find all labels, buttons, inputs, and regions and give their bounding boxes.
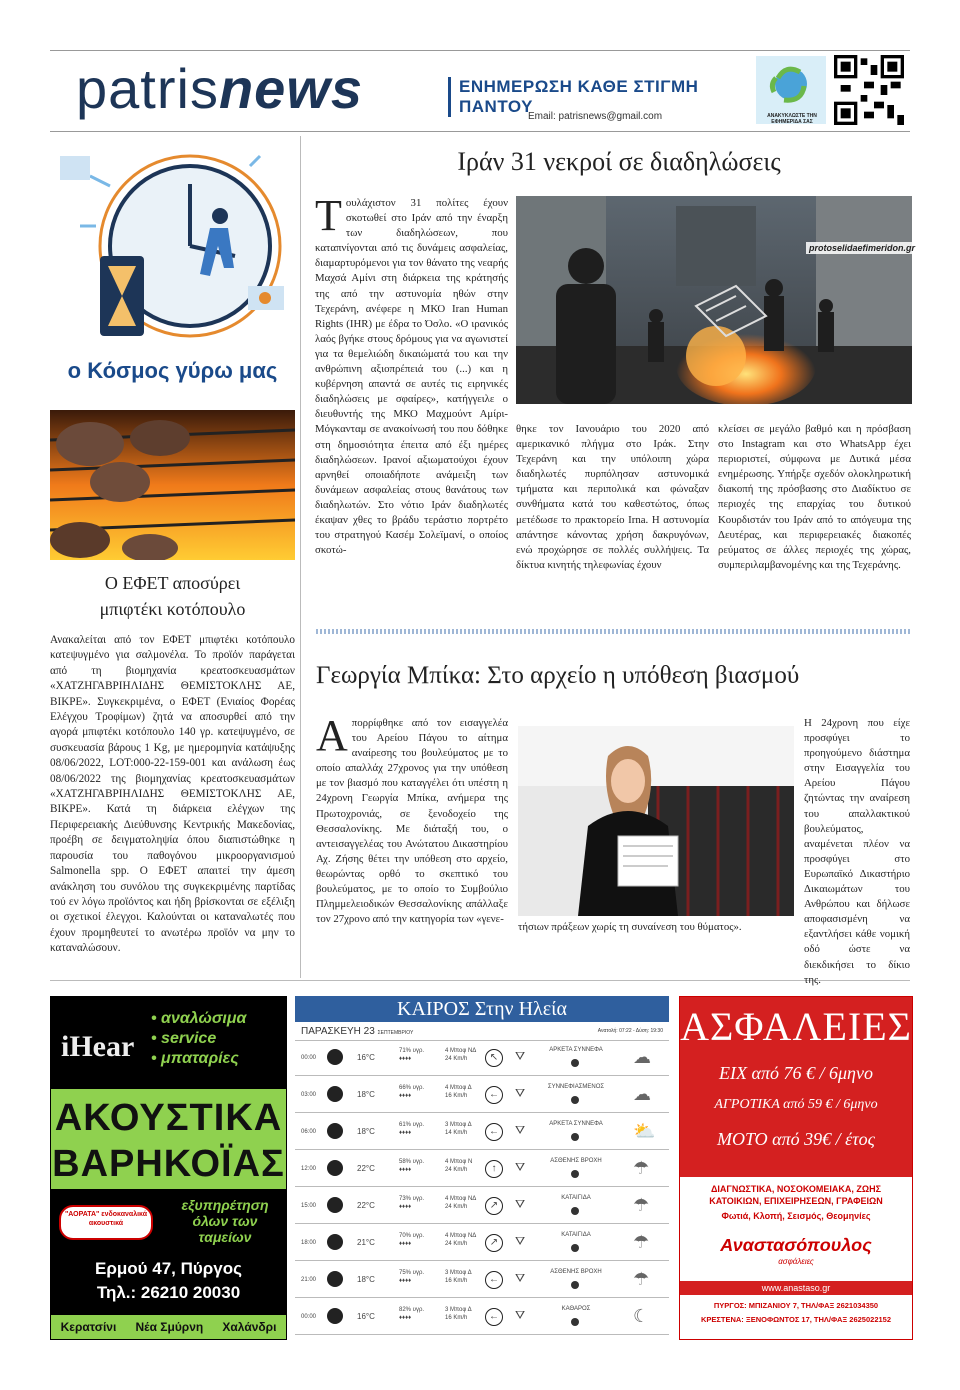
weather-icon: ☂ <box>633 1158 650 1178</box>
clock-icon <box>327 1234 343 1250</box>
weather-row <box>295 1300 669 1335</box>
clock-icon <box>327 1123 343 1139</box>
weather-wind <box>445 1306 472 1322</box>
windmill-icon: ⛛ <box>515 1234 526 1248</box>
georgia-portrait-photo <box>518 726 794 916</box>
weather-humidity-value: 82% υγρ. <box>399 1307 425 1313</box>
sun-icon <box>571 1133 579 1141</box>
weather-humidity: 70% υγρ. ♦♦♦♦ <box>399 1233 425 1247</box>
dropcap: Τ <box>315 191 342 240</box>
weather-wind-kmh: 24 Km/h <box>445 1056 468 1062</box>
ihear-location: Χαλάνδρι <box>222 1320 277 1334</box>
ihear-location: Κερατσίνι <box>60 1320 117 1334</box>
insure-addr2: ΚΡΕΣΤΕΝΑ: ΞΕΝΟΦΩΝΤΟΣ 17, ΤΗΛ/ΦΑΞ 2625022152 <box>700 1315 892 1324</box>
efet-headline-line2: μπιφτέκι κοτόπουλο <box>99 599 246 619</box>
wind-direction-icon: ← <box>485 1271 503 1289</box>
world-illustration <box>50 136 295 396</box>
weather-row <box>295 1115 669 1150</box>
weather-sun: Ανατολή: 07:22 - Δύση: 19:30 <box>597 1028 663 1034</box>
weather-row <box>295 1263 669 1298</box>
windmill-icon: ⛛ <box>515 1160 526 1174</box>
wind-direction-icon: ← <box>485 1308 503 1326</box>
weather-day <box>301 1026 413 1037</box>
dropcap: Α <box>316 711 348 760</box>
weather-time: 03:00 <box>301 1092 317 1098</box>
sun-icon <box>571 1096 579 1104</box>
windmill-icon: ⛛ <box>515 1123 526 1137</box>
insure-banner <box>680 997 912 1177</box>
insure-brand-sub: ασφάλειες <box>778 1257 814 1266</box>
weather-wind-kmh: 24 Km/h <box>445 1204 468 1210</box>
weather-wind-kmh: 16 Km/h <box>445 1315 468 1321</box>
insure-web[interactable]: www.anastaso.gr <box>680 1281 912 1295</box>
ihear-title1: ΑΚΟΥΣΤΙΚΑ <box>54 1097 283 1139</box>
weather-description: ΣΥΝΝΕΦΙΑΣΜΕΝΟΣ <box>547 1084 605 1090</box>
clock-icon <box>327 1160 343 1176</box>
georgia-headline: Γεωργία Μπίκα: Στο αρχείο η υπόθεση βιασμού <box>316 662 800 689</box>
insure-addr1: ΠΥΡΓΟΣ: ΜΠΙΖΑΝΙΟΥ 7, ΤΗΛ/ΦΑΞ 2621034350 <box>713 1301 879 1310</box>
ihear-brand: iHear <box>61 1030 135 1063</box>
insure-line2: ΑΓΡΟΤΙΚΑ από 59 € / 6μηνο <box>714 1097 878 1112</box>
weather-description: ΑΡΚΕΤΑ ΣΥΝΝΕΦΑ <box>549 1047 603 1053</box>
weather-wind-speed: 3 Μποφ Δ <box>445 1122 472 1128</box>
weather-icon: ☂ <box>633 1269 650 1289</box>
clock-icon <box>327 1308 343 1324</box>
weather-wind-kmh: 16 Km/h <box>445 1278 468 1284</box>
wind-direction-icon: ↗ <box>485 1234 503 1252</box>
weather-temp: 22°C <box>357 1201 375 1210</box>
weather-humidity-value: 58% υγρ. <box>399 1159 425 1165</box>
column-divider <box>300 136 301 978</box>
logo-part1: patris <box>76 57 219 120</box>
ihear-badge: "ΑΟΡΑΤΑ" ενδοκαναλικά ακουστικά <box>59 1205 153 1240</box>
weather-description: ΚΑΤΑΙΓΙΔΑ <box>561 1232 591 1238</box>
weather-time: 21:00 <box>301 1277 317 1283</box>
sun-icon <box>571 1244 579 1252</box>
windmill-icon: ⛛ <box>515 1308 526 1322</box>
sun-icon <box>571 1170 579 1178</box>
ihear-service-2: όλων των <box>192 1213 258 1229</box>
weather-row <box>295 1152 669 1187</box>
ihear-title2: ΒΑΡΗΚΟΪΑΣ <box>52 1143 285 1185</box>
weather-month: ΣΕΠΤΕΜΒΡΙΟΥ <box>377 1030 414 1036</box>
ihear-logo <box>61 1019 134 1066</box>
weather-wind-speed: 3 Μποφ Δ <box>445 1307 472 1313</box>
weather-wind-kmh: 24 Km/h <box>445 1167 468 1173</box>
weather-humidity: 71% υγρ. ♦♦♦♦ <box>399 1048 425 1062</box>
ihear-item: μπαταρίες <box>161 1050 239 1067</box>
weather-wind <box>445 1232 476 1248</box>
wind-direction-icon: ↖ <box>485 1049 503 1067</box>
weather-wind-speed: 4 Μποφ Δ <box>445 1085 472 1091</box>
weather-row <box>295 1041 669 1076</box>
tagline: ΕΝΗΜΕΡΩΣΗ ΚΑΘΕ ΣΤΙΓΜΗ ΠΑΝΤΟΥ <box>448 77 749 117</box>
weather-widget <box>295 996 669 1338</box>
weather-time: 12:00 <box>301 1166 317 1172</box>
iran-column-2: θηκε τον Ιανουάριο του 2020 από αμερικανικό πλήγμα στο Ιράκ. Στην Τεχεράνη και την υπόλοιπη χώρα διαδηλωτές πυρπόλησαν αστυνομικά τμήματα και περιπολικά και φώναξαν συνθήματα κατά του καθεστώτος, όπως μετέδωσε το πρακτορείο Irna. Η αστυνομία απάντησε κάνοντας χρήση δακρυγόνων, ενώ προχώρησε σε πολλές συλλήψεις. Τα δίκτυα κινητής τηλεφωνίας έχουν <box>516 423 709 571</box>
qr-code-icon[interactable] <box>834 55 904 125</box>
windmill-icon: ⛛ <box>515 1271 526 1285</box>
ihear-locations <box>51 1315 286 1339</box>
weather-humidity-value: 61% υγρ. <box>399 1122 425 1128</box>
weather-humidity-value: 66% υγρ. <box>399 1085 425 1091</box>
weather-humidity-value: 70% υγρ. <box>399 1233 425 1239</box>
weather-wind <box>445 1121 472 1137</box>
georgia-column-1 <box>316 711 508 927</box>
burger-photo <box>50 410 295 560</box>
masthead <box>50 50 910 132</box>
weather-humidity: 66% υγρ. ♦♦♦♦ <box>399 1085 425 1099</box>
ihear-location: Νέα Σμύρνη <box>135 1320 204 1334</box>
iran-protest-photo <box>516 196 912 404</box>
weather-humidity-value: 75% υγρ. <box>399 1270 425 1276</box>
ihear-address: Ερμού 47, Πύργος <box>95 1259 242 1278</box>
efet-headline <box>50 570 295 622</box>
weather-description: ΑΣΘΕΝΗΣ ΒΡΟΧΗ <box>550 1269 602 1275</box>
weather-temp: 16°C <box>357 1053 375 1062</box>
iran-column-3: κλείσει σε μεγάλο βαθμό και η πρόσβαση στο Instagram και στο WhatsApp έχει περιοριστεί, σύμφωνα με Δυτικά μέσα ενημέρωσης. Υπήρξε σχεδόν ολοκληρωτική διακοπή της πρόσβασης στο Διαδίκτυο σε περιοχές της επαρχίας του δυτικού Κουρδιστάν του Ιράν από το απόγευμα της Δευτέρας, και περιφερειακές διακοπές ρεύματος σε άλλες περιοχές της χώρας, συμπεριλαμβανομένης και της Τεχεράνης. <box>718 423 911 571</box>
weather-icon: ☂ <box>633 1195 650 1215</box>
weather-temp: 16°C <box>357 1312 375 1321</box>
weather-wind-speed: 3 Μποφ Δ <box>445 1270 472 1276</box>
weather-wind-speed: 4 Μποφ ΝΔ <box>445 1048 477 1054</box>
clock-icon <box>327 1197 343 1213</box>
insure-brand: Αναστασόπουλος <box>720 1235 872 1255</box>
weather-wind <box>445 1047 476 1063</box>
ihear-banner <box>51 1089 286 1189</box>
ihear-service-3: ταμείων <box>198 1229 252 1245</box>
windmill-icon: ⛛ <box>515 1197 526 1211</box>
clock-icon <box>327 1049 343 1065</box>
weather-temp: 18°C <box>357 1275 375 1284</box>
weather-humidity: 61% υγρ. ♦♦♦♦ <box>399 1122 425 1136</box>
clock-icon <box>327 1086 343 1102</box>
wind-direction-icon: ← <box>485 1086 503 1104</box>
ihear-service <box>171 1197 279 1245</box>
watermark: protoselidaefimeridon.gr <box>806 242 918 254</box>
weather-description: ΚΑΤΑΙΓΙΔΑ <box>561 1195 591 1201</box>
weather-wind-kmh: 16 Km/h <box>445 1093 468 1099</box>
ihear-item: service <box>161 1030 217 1047</box>
ihear-item: αναλώσιμα <box>161 1010 247 1027</box>
weather-humidity: 73% υγρ. ♦♦♦♦ <box>399 1196 425 1210</box>
weather-icon: ⛅ <box>633 1121 656 1141</box>
wind-direction-icon: ↗ <box>485 1197 503 1215</box>
recycle-label: ΑΝΑΚΥΚΛΩΣΤΕ ΤΗΝ ΕΦΗΜΕΡΙΔΑ ΣΑΣ <box>767 113 817 125</box>
weather-time: 00:00 <box>301 1314 317 1320</box>
section-title: ο Κόσμος γύρω μας <box>67 358 278 383</box>
insure-services2: Φωτιά, Κλοπή, Σεισμός, Θεομηνίες <box>721 1211 871 1221</box>
windmill-icon: ⛛ <box>515 1086 526 1100</box>
iran-column-1 <box>315 191 508 558</box>
weather-icon: ☁ <box>633 1084 651 1104</box>
weather-temp: 18°C <box>357 1127 375 1136</box>
weather-wind <box>445 1084 472 1100</box>
sun-icon <box>571 1059 579 1067</box>
weather-row <box>295 1078 669 1113</box>
sun-icon <box>571 1281 579 1289</box>
weather-icon: ☂ <box>633 1232 650 1252</box>
dotted-divider <box>316 629 910 634</box>
weather-wind <box>445 1158 472 1174</box>
weather-time: 15:00 <box>301 1203 317 1209</box>
weather-title: ΚΑΙΡΟΣ Στην Ηλεία <box>295 996 669 1022</box>
weather-wind <box>445 1269 472 1285</box>
section-divider <box>50 980 910 981</box>
efet-headline-line1: Ο ΕΦΕΤ αποσύρει <box>104 573 241 593</box>
iran-headline: Ιράν 31 νεκροί σε διαδηλώσεις <box>457 147 781 176</box>
weather-humidity: 82% υγρ. ♦♦♦♦ <box>399 1307 425 1321</box>
ad-insurance[interactable] <box>679 996 913 1340</box>
wind-direction-icon: ← <box>485 1123 503 1141</box>
weather-wind-kmh: 14 Km/h <box>445 1130 468 1136</box>
georgia-column-3: Η 24χρονη που είχε προσφύγει το προηγούμενο διάστημα στην Εισαγγελία του Αρείου Πάγου ζητώντας την αναίρεση του απαλλακτικού βουλεύματος, αναμένεται πλέον να προσφύγει στο Ευρωπαϊκό Δικαστήριο Δικαιωμάτων του Ανθρώπου και δήλωσε αποφασισμένη να εξαντλήσει κάθε νομική οδό ώστε να διεκδικήσει το δίκιο της. <box>804 717 910 986</box>
weather-humidity: 75% υγρ. ♦♦♦♦ <box>399 1270 425 1284</box>
weather-time: 00:00 <box>301 1055 317 1061</box>
weather-wind-kmh: 24 Km/h <box>445 1241 468 1247</box>
weather-row <box>295 1189 669 1224</box>
sun-icon <box>571 1318 579 1326</box>
insure-line3: ΜΟΤΟ από 39€ / έτος <box>717 1129 875 1149</box>
weather-wind <box>445 1195 476 1211</box>
efet-article-body: Ανακαλείται από τον ΕΦΕΤ μπιφτέκι κοτόπουλο κατεψυγμένο για σαλμονέλα. Το προϊόν παράγεται από τη βιομηχανία κρεατοσκευασμάτων «ΧΑΤΖΗΓΑΒΡΙΗΛΙΔΗΣ ΘΕΜΙΣΤΟΚΛΗΣ ΑΕ, ΒΙΚΡΕ». Συγκεκριμένα, ο ΕΦΕΤ (Ενιαίος Φορέας Ελέγχου Τροφίμων) ζητά να αποσυρθεί από την αγορά μπιφτέκι κοτόπουλο 140 γρ. κατεψυγμένο, σε συσκευασία βάρους 1 Kg, με ημερομηνία κατάψυξης 08/06/2022, LOT:000-22-159-001 και ανάλωση έως 08/06/2022 της βιομηχανίας κρεατοσκευασμάτων «ΧΑΤΖΗΓΑΒΡΙΗΛΙΔΗΣ ΘΕΜΙΣΤΟΚΛΗΣ ΑΕ, ΒΙΚΡΕ». Κατά τη διάρκεια ελέγχων της Περιφερειακής Διεύθυνσης Κεντρικής Μακεδονίας, προέβη σε δειγματοληψία όπου διαπιστώθηκε η παρουσία του παθογόνου μικροοργανισμού Salmonella spp. Ο ΕΦΕΤ απαιτεί την άμεση ανάκληση του συνόλου της συγκεκριμένης παρτίδας τού εν λόγω προϊόντος και ήδη βρίσκονται σε εξέλιξη οι σχετικοί έλεγχοι. Καλούνται οι καταναλωτές που έχουν προμηθευτεί το ανωτέρω προϊόν να μην το καταναλώσουν. <box>50 634 295 955</box>
weather-description: ΑΡΚΕΤΑ ΣΥΝΝΕΦΑ <box>549 1121 603 1127</box>
weather-humidity-value: 71% υγρ. <box>399 1048 425 1054</box>
weather-temp: 18°C <box>357 1090 375 1099</box>
ihear-items: • αναλώσιμα • service • μπαταρίες <box>151 1010 247 1067</box>
insure-services: ΔΙΑΓΝΩΣΤΙΚΑ, ΝΟΣΟΚΟΜΕΙΑΚΑ, ΖΩΗΣ ΚΑΤΟΙΚΙΩΝ, ΕΠΙΧΕΙΡΗΣΕΩΝ, ΓΡΑΦΕΙΩΝ <box>709 1184 883 1206</box>
windmill-icon: ⛛ <box>515 1049 526 1063</box>
ad-hearing-aids[interactable] <box>50 996 287 1340</box>
weather-time: 18:00 <box>301 1240 317 1246</box>
sun-icon <box>571 1207 579 1215</box>
ihear-service-1: εξυπηρέτηση <box>181 1197 269 1213</box>
weather-wind-speed: 4 Μποφ ΝΔ <box>445 1233 477 1239</box>
insure-title: ΑΣΦΑΛΕΙΕΣ <box>680 1004 912 1049</box>
weather-description: ΚΑΘΑΡΟΣ <box>561 1306 591 1312</box>
insure-line1: ΕΙΧ από 76 € / 6μηνο <box>719 1063 873 1083</box>
weather-time: 06:00 <box>301 1129 317 1135</box>
logo-part2: news <box>218 57 363 120</box>
weather-temp: 21°C <box>357 1238 375 1247</box>
weather-day-name: ΠΑΡΑΣΚΕΥΗ 23 <box>301 1026 375 1037</box>
weather-wind-speed: 4 Μποφ Ν <box>445 1159 473 1165</box>
ihear-phone[interactable]: Τηλ.: 26210 20030 <box>96 1283 241 1302</box>
georgia-text-1: πορρίφθηκε από τον εισαγγελέα του Αρείου Πάγου το αίτημα αναίρεσης του βουλεύματος με το οποίο απαλλάχ 27χρονος για την υπόθεση με τον βιασμό που καταγγέλει ότι υπέστη η 24χρονη Γεωργία Μπίκα, ανήμερα της Πρωτοχρονιάς, σε ξενοδοχείο της Θεσσαλονίκης. Με διάταξή του, ο αντεισαγγελέας του Ανώτατου Δικαστηρίου Αχ. Ζήσης θέτει την υπόθεση στο αρχείο, θεωρώντας ορθό το σκεπτικό του βουλεύματος, με το οποίο το Συμβούλιο Πλημμελειοδικών Θεσσαλονίκης απάλλαξε τον 27χρονο από την κατηγορία των «γενε- <box>316 717 508 926</box>
weather-icon: ☾ <box>633 1306 650 1326</box>
email-link[interactable]: Email: patrisnews@gmail.com <box>528 111 663 122</box>
iran-text-1: ουλάχιστον 31 πολίτες έχουν σκοτωθεί στο Ιράν από την έναρξη των διαδηλώσεων, που καταπνίγονται από τις δυνάμεις ασφαλείας, διαμαρτυρόμενοι για τον θάνατο της νεαρής Μαχσά Αμίνι στη διάρκεια της κράτησής της από την αστυνομία ηθών στην Τεχεράνη, ανέφερε η ΜΚΟ Iran Human Rights (IHR) με έδρα το Όσλο. «Ο ιρανικός λαός βγήκε στους δρόμους για να αγωνιστεί για τα θεμελιώδη δικαιώματά του και την ανθρώπινη αξιοπρέπειά του (...) και η κυβέρνηση απαντά σε αυτές τις ειρηνικές διαδηλώσεις με σφαίρες», κατήγγειλε ο διευθυντής της ΜΚΟ Μαχμούντ Αμίρι-Μόγκανταμ σε ανακοίνωσή του που δόθηκε στη δημοσιότητα έπειτα από έξι ημέρες διαδηλώσεων. Ιρανοί αξιωματούχοι έχουν αρνηθεί οποιαδήποτε ανάμειξη των δυνάμεων ασφαλείας στους θανάτους των διαδηλωτών. Στο νότιο Ιράν διαδηλωτές έκαψαν χθες το βράδυ τεράστιο πορτρέτο του στρατηγού Κασέμ Σολεϊμανί, ο οποίος σκοτώ- <box>315 197 508 557</box>
weather-description: ΑΣΘΕΝΗΣ ΒΡΟΧΗ <box>550 1158 602 1164</box>
weather-temp: 22°C <box>357 1164 375 1173</box>
georgia-column-2: τήσιων πράξεων χωρίς τη συναίνεση του θύματος». <box>518 921 742 933</box>
weather-icon: ☁ <box>633 1047 651 1067</box>
weather-humidity: 58% υγρ. ♦♦♦♦ <box>399 1159 425 1173</box>
weather-row <box>295 1226 669 1261</box>
weather-humidity-value: 73% υγρ. <box>399 1196 425 1202</box>
weather-rows <box>295 1040 669 1339</box>
wind-direction-icon: ↑ <box>485 1160 503 1178</box>
logo[interactable] <box>76 57 363 121</box>
weather-wind-speed: 4 Μποφ ΝΔ <box>445 1196 477 1202</box>
clock-icon <box>327 1271 343 1287</box>
